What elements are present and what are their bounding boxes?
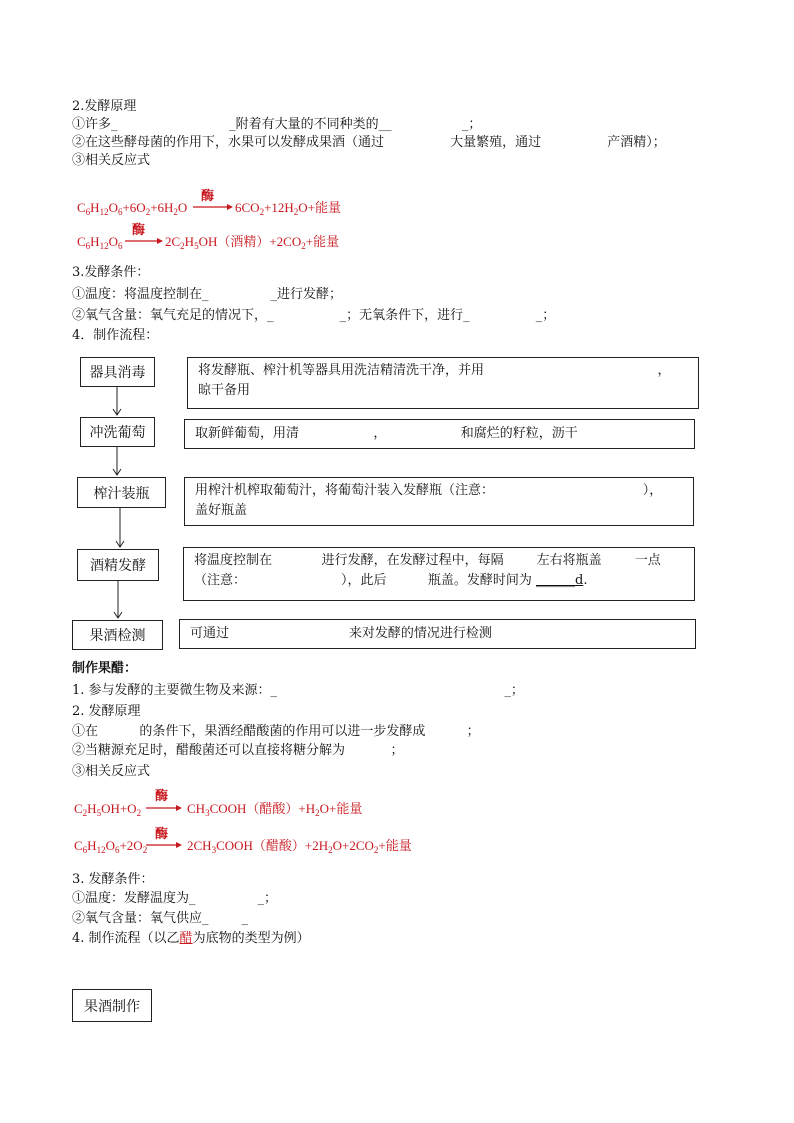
vinegar-line-6: ②氧气含量：氧气供应_ _ <box>72 911 249 926</box>
sec2-title: 2.发酵原理 <box>72 99 137 114</box>
reaction-2-left: $C_6H_{12}O_6$ <box>77 234 123 251</box>
desc-line: 盖好瓶盖 <box>195 503 248 518</box>
reaction-2-right: $2C_2H_5OH$（酒精）$+2CO_2+$能量 <box>165 234 340 251</box>
enzyme-label: 酶 <box>201 189 215 204</box>
vinegar-sec2-title: 2. 发酵原理 <box>72 704 141 719</box>
enzyme-label: 酶 <box>155 827 169 842</box>
desc-line: 晾干备用 <box>198 383 251 398</box>
condition-line-1: ①温度：将温度控制在_ _进行发酵； <box>72 287 342 302</box>
desc-box-wash <box>184 419 695 449</box>
desc-line: 取新鲜葡萄，用清 ， 和腐烂的籽粒，沥干 <box>195 426 578 441</box>
desc-line: 可通过 来对发酵的情况进行检测 <box>190 626 492 641</box>
vinegar-reaction-1-right: $CH_3COOH$（醋酸）$+H_2O+$能量 <box>187 801 363 818</box>
vinegar-line-3: ②当糖源充足时，醋酸菌还可以直接将糖分解为 ； <box>72 743 404 758</box>
reaction-arrow-icon <box>146 840 182 850</box>
vinegar-line-2: ①在 的条件下，果酒经醋酸菌的作用可以进一步发酵成 ； <box>72 724 480 739</box>
desc-text: （注意： ），此后 瓶盖。发酵时间为 <box>194 573 536 588</box>
vinegar-title: 制作果醋： <box>72 661 138 676</box>
sec4-highlight: 醋 <box>179 931 193 946</box>
vinegar-line-5: ①温度：发酵温度为_ _； <box>72 891 277 906</box>
desc-box-ferment <box>183 547 695 601</box>
desc-box-disinfect <box>187 357 699 409</box>
principle-line-2: ②在这些酵母菌的作用下，水果可以发酵成果酒（通过 大量繁殖，通过 产酒精）； <box>72 135 666 150</box>
time-blank: ______d <box>536 573 584 588</box>
vinegar-line-4: ③相关反应式 <box>72 764 151 779</box>
vinegar-reaction-2-left: $C_6H_{12}O_6+2O_2$ <box>74 838 148 855</box>
principle-line-3: ③相关反应式 <box>72 153 151 168</box>
sec3-title: 3.发酵条件： <box>72 265 150 280</box>
desc-text: . <box>583 573 588 588</box>
desc-line <box>194 571 684 591</box>
vinegar-reaction-2-right: $2CH_3COOH$（醋酸）$+2H_2O+2CO_2+$能量 <box>187 838 412 855</box>
sec4-text: 为底物的类型为例） <box>192 931 310 946</box>
step-label: 器具消毒 <box>89 365 146 381</box>
desc-box-check <box>179 619 696 649</box>
vinegar-reaction-1-left: $C_2H_5OH+O_2$ <box>74 801 142 818</box>
sec4-title: 4．制作流程： <box>72 328 159 343</box>
step-label: 果酒检测 <box>89 628 146 644</box>
vinegar-sec4-title <box>72 930 310 948</box>
desc-line: 将温度控制在 进行发酵，在发酵过程中，每隔 左右将瓶盖 一点 <box>194 553 661 568</box>
step-label: 榨汁装瓶 <box>93 485 150 502</box>
step-label: 酒精发酵 <box>90 558 146 574</box>
enzyme-label: 酶 <box>155 789 169 804</box>
reaction-arrow-icon <box>146 803 182 813</box>
sec4-text: 4. 制作流程（以乙 <box>72 931 180 946</box>
reaction-1-left: $C_6H_{12}O_6+6O_2+6H_2O$ <box>77 200 188 217</box>
step-label: 冲洗葡萄 <box>89 425 146 441</box>
desc-box-juice <box>184 477 694 526</box>
step-label: 果酒制作 <box>84 998 140 1015</box>
principle-line-1: ①许多_ _附着有大量的不同种类的__ _； <box>72 117 482 132</box>
reaction-1-right: $6CO_2+12H_2O+$能量 <box>235 200 342 217</box>
step-box-wine-making <box>72 989 152 1022</box>
condition-line-2: ②氧气含量：氧气充足的情况下，_ _；无氧条件下，进行_ _； <box>72 308 556 323</box>
vinegar-line-1: 1. 参与发酵的主要微生物及来源：_ _； <box>72 683 524 698</box>
desc-line: 将发酵瓶、榨汁机等器具用洗洁精清洗干净，并用 ， <box>198 363 671 378</box>
enzyme-label: 酶 <box>132 223 146 238</box>
vinegar-sec3-title: 3. 发酵条件： <box>72 872 154 887</box>
desc-line: 用榨汁机榨取葡萄汁，将葡萄汁装入发酵瓶（注意： ）， <box>195 483 663 498</box>
